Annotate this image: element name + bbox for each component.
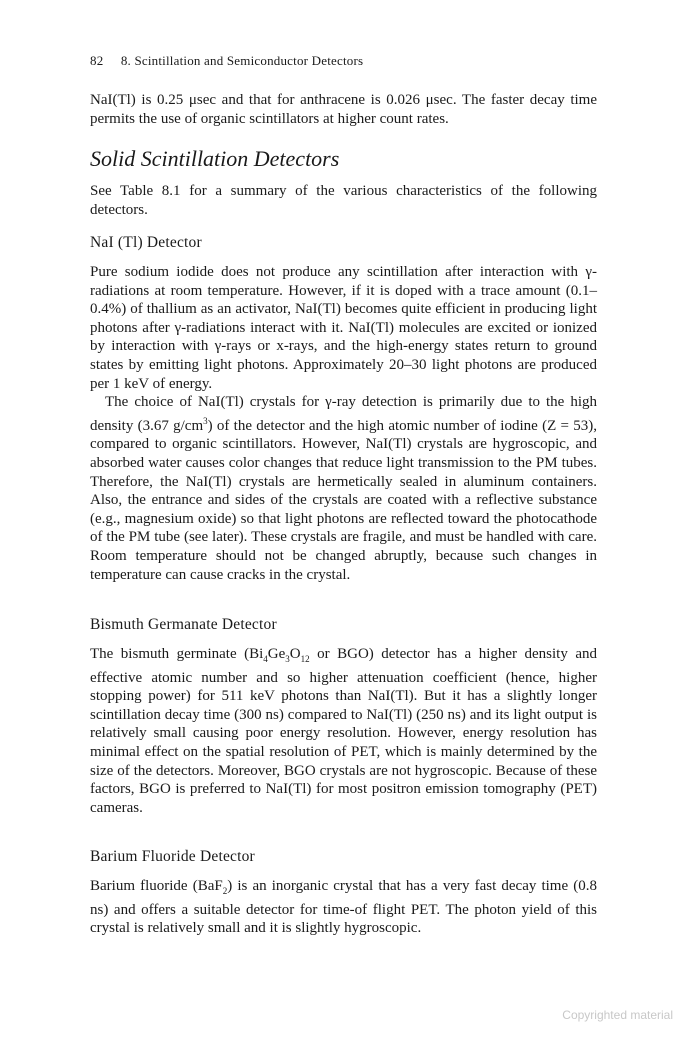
- superscript-3: 3: [203, 415, 208, 426]
- subscript-12: 12: [300, 654, 310, 664]
- page-number: 82: [90, 53, 104, 68]
- bgo-heading: Bismuth Germanate Detector: [90, 616, 277, 633]
- intro-paragraph: NaI(Tl) is 0.25 μsec and that for anthracene is 0.026 μsec. The faster decay time permits the use of organic scintillators at higher count rates.: [90, 92, 597, 127]
- copyright-watermark: Copyrighted material: [562, 1008, 673, 1022]
- bgo-text-d: or BGO) detector has a higher density and effective atomic number and so higher attenuation coefficient (hence, higher stopping power) for 511 keV photons than NaI(Tl). But it has a slightly longer scintillation decay time (300 ns) compared to NaI(Tl) (250 ns) and its light output is relatively small causing poor energy resolution. However, energy resolution has minimal effect on the spatial resolution of PET, which is mainly determined by the size of the detectors. Moreover, BGO crystals are not hygroscopic. Because of these factors, BGO is preferred to NaI(Tl) for most positron emission tomography (PET) cameras.: [90, 646, 597, 816]
- bgo-text-a: The bismuth germinate (Bi: [90, 646, 264, 662]
- nai-paragraph-1: Pure sodium iodide does not produce any scintillation after interaction with γ-radiations at room temperature. However, if it is doped with a trace amount (0.1–0.4%) of thallium as an activator, NaI(Tl) becomes quite efficient in producing light photons after γ-radiations interact with it. NaI(Tl) molecules are excited or ionized by interaction with γ-rays or x-rays, and the high-energy states return to ground states by emitting light photons. Approximately 20–30 light photons are produced per 1 keV of energy.: [90, 264, 597, 392]
- bgo-text-c: O: [289, 646, 301, 662]
- nai-paragraph-2: [90, 393, 597, 584]
- baf2-heading: Barium Fluoride Detector: [90, 848, 255, 865]
- baf2-paragraph: [90, 877, 597, 938]
- intro-paragraph-block: [90, 91, 597, 128]
- subscript-4: 4: [263, 654, 268, 664]
- nai-text-block: [90, 263, 597, 584]
- nai-p2-part-a: The choice of NaI(Tl) crystals for γ-ray detection is primarily due to the high density (3.67 g/cm: [90, 394, 597, 434]
- bgo-paragraph: [90, 645, 597, 817]
- section-heading: Solid Scintillation Detectors: [90, 146, 340, 171]
- chapter-title: 8. Scintillation and Semiconductor Detectors: [120, 53, 364, 68]
- baf2-text-b: ) is an inorganic crystal that has a very fast decay time (0.8 ns) and offers a suitable detector for time-of flight PET. The photon yield of this crystal is relatively small and it is slightly hygroscopic.: [90, 878, 597, 937]
- nai-p2-part-b: ) of the detector and the high atomic number of iodine (Z = 53), compared to organic scintillators. However, NaI(Tl) crystals are hygroscopic, and absorbed water causes color changes that reduce light transmission to the PM tubes. Therefore, the NaI(Tl) crystals are hermetically sealed in aluminum containers. Also, the entrance and sides of the crystals are coated with a reflective substance (e.g., magnesium oxide) so that light photons are reflected toward the photocathode of the PM tube (see later). These crystals are fragile, and must be handled with care. Room temperature should not be changed abruptly, because such changes in temperature can cause cracks in the crystal.: [90, 417, 597, 583]
- subscript-2: 2: [222, 886, 228, 896]
- bgo-text-block: [90, 645, 597, 817]
- section-intro-block: [90, 182, 597, 219]
- baf2-text-block: [90, 877, 597, 938]
- bgo-text-b: Ge: [267, 646, 286, 662]
- subscript-3: 3: [285, 654, 290, 664]
- baf2-text-a: Barium fluoride (BaF: [90, 878, 223, 894]
- nai-heading: NaI (Tl) Detector: [90, 234, 202, 251]
- section-intro: See Table 8.1 for a summary of the various characteristics of the following detectors.: [90, 183, 597, 218]
- running-head: [90, 53, 363, 69]
